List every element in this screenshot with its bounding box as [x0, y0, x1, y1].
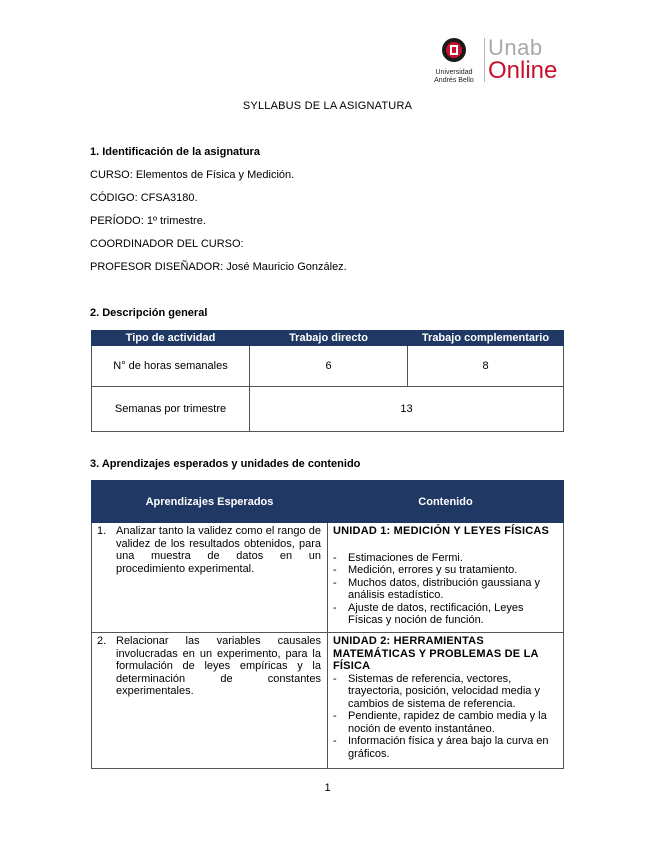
document-title: SYLLABUS DE LA ASIGNATURA [242, 100, 413, 112]
code-line: CÓDIGO: CFSA3180. [90, 192, 198, 204]
table-row [92, 346, 564, 387]
header-complementary-work: Trabajo complementario [408, 331, 564, 346]
table-row [92, 523, 564, 633]
learning-cell [92, 633, 328, 769]
table-row [92, 633, 564, 769]
list-item-text: Sistemas de referencia, vectores, trayectoria, posición, velocidad media y cambios de sistema de referencia. [348, 672, 540, 710]
list-item-text: Estimaciones de Fermi. [348, 551, 463, 564]
learning-outcome [97, 635, 321, 698]
weeks-label: Semanas por trimestre [92, 387, 250, 432]
section-2-title: 2. Descripción general [90, 307, 208, 319]
coordinator-line: COORDINADOR DEL CURSO: [90, 238, 244, 250]
list-item: - Muchos datos, distribución gaussiana y análisis estadístico. [333, 577, 557, 602]
list-item: - Ajuste de datos, rectificación, Leyes Físicas y noción de función. [333, 602, 557, 627]
weekly-hours-complementary: 8 [408, 346, 564, 387]
logo-unab-text: Unab [488, 35, 543, 60]
section-1-title: 1. Identificación de la asignatura [90, 146, 260, 158]
list-item-text: Información física y área bajo la curva en gráficos. [348, 735, 549, 760]
header-activity-type: Tipo de actividad [92, 331, 250, 346]
list-item-text: Pendiente, rapidez de cambio media y la noción de evento instantáneo. [348, 710, 547, 735]
period-line: PERÍODO: 1º trimestre. [90, 215, 206, 227]
content-list [333, 552, 557, 627]
section-3-title: 3. Aprendizajes esperados y unidades de contenido [90, 458, 361, 470]
weekly-hours-direct: 6 [250, 346, 408, 387]
unit-title: UNIDAD 2: HERRAMIENTAS MATEMÁTICAS Y PROBLEMAS DE LA FÍSICA [333, 635, 539, 672]
learning-outcome [97, 525, 321, 575]
weekly-hours-label: N° de horas semanales [92, 346, 250, 387]
content-cell [328, 633, 564, 769]
learning-cell [92, 523, 328, 633]
learning-number: 1. [97, 525, 107, 537]
table-row [92, 387, 564, 432]
learning-text: Relacionar las variables causales involucradas en un experimento, para la formulación de leyes empíricas y la determinación de constantes experimentales. [116, 635, 321, 697]
logo-online-text: Online [488, 57, 558, 84]
header-direct-work: Trabajo directo [250, 331, 408, 346]
list-item: - Medición, errores y su tratamiento. [333, 564, 518, 576]
content-list [333, 673, 557, 761]
table-header-row [92, 331, 564, 346]
learning-number: 2. [97, 635, 107, 647]
university-seal-icon [440, 36, 468, 68]
learning-text: Analizar tanto la validez como el rango de validez de los resultados obtenidos, para una muestra de datos en un procedimiento experimental. [116, 525, 321, 575]
unab-online-logo [428, 36, 568, 86]
table-header-row [92, 481, 564, 523]
designer-line: PROFESOR DISEÑADOR: José Mauricio González. [90, 261, 347, 273]
page-number: 1 [324, 782, 331, 794]
logo-university-text: Universidad Andrés Bello [434, 69, 474, 84]
list-item: - Sistemas de referencia, vectores, trayectoria, posición, velocidad media y cambios de sistema de referencia. [333, 673, 557, 711]
course-line: CURSO: Elementos de Física y Medición. [90, 169, 295, 181]
content-cell [328, 523, 564, 633]
list-item-text: Muchos datos, distribución gaussiana y análisis estadístico. [348, 576, 540, 601]
list-item: - Estimaciones de Fermi. [333, 551, 463, 564]
learning-content-table [91, 480, 564, 769]
list-item: - Pendiente, rapidez de cambio media y la noción de evento instantáneo. [333, 710, 557, 735]
list-item: - Información física y área bajo la curva en gráficos. [333, 735, 557, 760]
header-expected-learning: Aprendizajes Esperados [92, 481, 328, 523]
unit-title: UNIDAD 1: MEDICIÓN Y LEYES FÍSICAS [333, 525, 550, 537]
list-item-text: Medición, errores y su tratamiento. [348, 564, 518, 576]
list-item-text: Ajuste de datos, rectificación, Leyes Físicas y noción de función. [348, 601, 524, 626]
logo-divider [484, 38, 485, 82]
header-content: Contenido [328, 481, 564, 523]
hours-table [91, 330, 564, 432]
weeks-value: 13 [250, 387, 564, 432]
